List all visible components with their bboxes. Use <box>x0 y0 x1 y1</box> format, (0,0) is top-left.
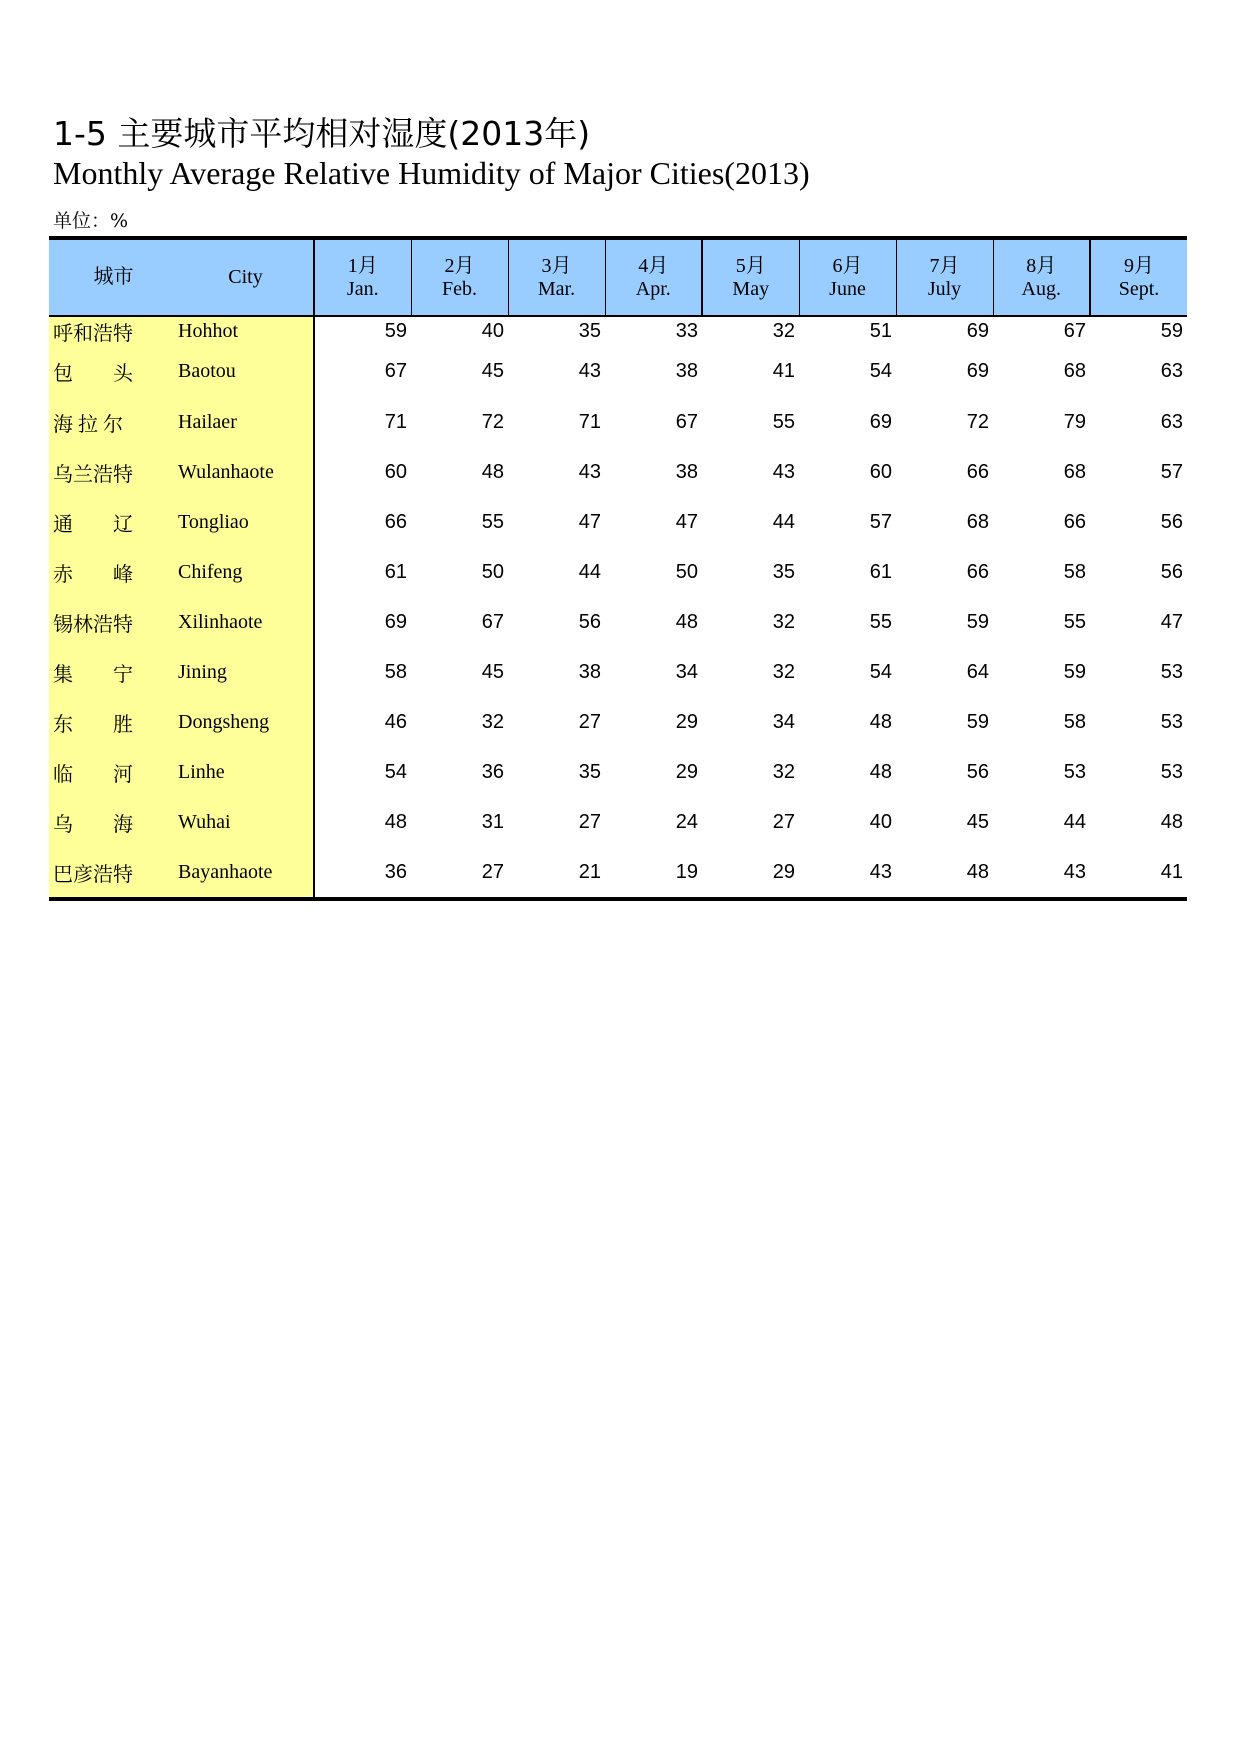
humidity-value: 45 <box>966 810 989 833</box>
humidity-value: 51 <box>869 320 892 342</box>
humidity-value: 45 <box>481 360 504 382</box>
table-row <box>49 497 1187 547</box>
humidity-value: 67 <box>384 360 407 382</box>
city-name-cn: 巴彦浩特 <box>49 847 178 899</box>
header-month-en: Apr. <box>635 277 671 300</box>
humidity-value: 57 <box>1160 460 1183 483</box>
humidity-value: 48 <box>675 610 698 633</box>
humidity-value: 48 <box>869 760 892 783</box>
humidity-value: 71 <box>384 410 407 433</box>
humidity-value: 53 <box>1160 710 1183 733</box>
humidity-value: 56 <box>1160 560 1183 583</box>
table-row <box>49 847 1187 899</box>
humidity-value: 61 <box>869 560 892 583</box>
humidity-value: 21 <box>508 847 605 899</box>
humidity-value: 72 <box>481 410 504 433</box>
humidity-value: 38 <box>675 460 698 483</box>
title-chinese: 1-5 主要城市平均相对湿度(2013年) <box>53 114 591 153</box>
humidity-value: 32 <box>772 610 795 633</box>
humidity-value: 29 <box>675 760 698 783</box>
city-name-cn: 通 辽 <box>49 497 178 547</box>
header-month <box>411 238 508 316</box>
city-name-cn: 临 河 <box>49 747 178 797</box>
humidity-value: 46 <box>384 710 407 733</box>
humidity-value: 32 <box>772 760 795 783</box>
city-name-cn: 海 拉 尔 <box>49 397 178 447</box>
humidity-value: 44 <box>772 510 795 533</box>
header-month-cn: 6月 <box>832 254 863 277</box>
humidity-value: 27 <box>411 847 508 899</box>
humidity-value: 48 <box>896 847 993 899</box>
humidity-value: 67 <box>1063 320 1086 342</box>
humidity-value: 44 <box>578 560 601 583</box>
humidity-value: 35 <box>578 760 601 783</box>
city-name-en: Bayanhaote <box>178 847 314 899</box>
humidity-value: 43 <box>578 460 601 483</box>
header-month <box>799 238 896 316</box>
humidity-value: 27 <box>772 810 795 833</box>
humidity-value: 47 <box>1160 610 1183 633</box>
city-name-cn: 包 头 <box>49 346 178 397</box>
header-month <box>993 238 1090 316</box>
header-month-en: Aug. <box>1021 277 1061 300</box>
humidity-value: 48 <box>869 710 892 733</box>
table-row <box>49 346 1187 397</box>
header-month-cn: 1月 <box>347 254 378 277</box>
humidity-value: 69 <box>869 410 892 433</box>
humidity-value: 43 <box>993 847 1090 899</box>
header-month-en: Sept. <box>1118 277 1160 300</box>
humidity-value: 44 <box>1063 810 1086 833</box>
humidity-value: 59 <box>1063 660 1086 683</box>
header-month-en: June <box>829 277 866 300</box>
humidity-value: 58 <box>384 660 407 683</box>
header-city-en: City <box>178 238 314 316</box>
table-row <box>49 397 1187 447</box>
humidity-value: 59 <box>966 610 989 633</box>
humidity-value: 48 <box>481 460 504 483</box>
humidity-value: 36 <box>314 847 411 899</box>
humidity-value: 61 <box>384 560 407 583</box>
humidity-value: 43 <box>772 460 795 483</box>
humidity-value: 29 <box>702 847 799 899</box>
humidity-value: 33 <box>675 320 698 342</box>
humidity-value: 50 <box>481 560 504 583</box>
header-month-cn: 4月 <box>638 254 669 277</box>
humidity-value: 54 <box>384 760 407 783</box>
table-row <box>49 797 1187 847</box>
header-row <box>49 238 1187 316</box>
humidity-value: 55 <box>481 510 504 533</box>
humidity-value: 56 <box>1160 510 1183 533</box>
humidity-value: 41 <box>772 360 795 382</box>
humidity-value: 36 <box>481 760 504 783</box>
header-month-cn: 3月 <box>541 254 572 277</box>
humidity-value: 71 <box>578 410 601 433</box>
humidity-value: 63 <box>1160 360 1183 382</box>
humidity-value: 66 <box>966 560 989 583</box>
humidity-value: 66 <box>384 510 407 533</box>
humidity-value: 68 <box>1063 360 1086 382</box>
humidity-value: 60 <box>869 460 892 483</box>
humidity-value: 66 <box>1063 510 1086 533</box>
table-body <box>49 316 1187 899</box>
humidity-value: 59 <box>966 710 989 733</box>
table-row <box>49 316 1187 346</box>
header-month-en: Jan. <box>346 277 379 300</box>
header-month <box>314 238 411 316</box>
humidity-value: 68 <box>1063 460 1086 483</box>
humidity-value: 32 <box>772 320 795 342</box>
city-name-cn: 呼和浩特 <box>49 316 178 346</box>
city-name-en: Hohhot <box>178 316 314 346</box>
city-name-en: Wulanhaote <box>178 447 314 497</box>
header-month-en: Feb. <box>442 277 477 300</box>
city-name-en: Jining <box>178 647 314 697</box>
humidity-value: 45 <box>481 660 504 683</box>
humidity-value: 40 <box>869 810 892 833</box>
header-month-en: Mar. <box>537 277 576 300</box>
humidity-value: 66 <box>966 460 989 483</box>
header-month <box>605 238 702 316</box>
humidity-value: 48 <box>1160 810 1183 833</box>
humidity-value: 38 <box>675 360 698 382</box>
humidity-value: 56 <box>966 760 989 783</box>
humidity-value: 55 <box>1063 610 1086 633</box>
humidity-value: 55 <box>869 610 892 633</box>
city-name-cn: 集 宁 <box>49 647 178 697</box>
humidity-value: 32 <box>772 660 795 683</box>
humidity-value: 50 <box>675 560 698 583</box>
humidity-value: 38 <box>578 660 601 683</box>
humidity-value: 41 <box>1090 847 1187 899</box>
humidity-value: 68 <box>966 510 989 533</box>
table-row <box>49 647 1187 697</box>
header-city-cn: 城市 <box>49 238 178 316</box>
humidity-value: 40 <box>481 320 504 342</box>
humidity-value: 27 <box>578 810 601 833</box>
humidity-value: 43 <box>799 847 896 899</box>
table-row <box>49 597 1187 647</box>
header-month <box>896 238 993 316</box>
table-row <box>49 747 1187 797</box>
header-month <box>1090 238 1187 316</box>
title-english: Monthly Average Relative Humidity of Major Cities(2013) <box>53 155 810 191</box>
humidity-value: 35 <box>578 320 601 342</box>
city-name-cn: 东 胜 <box>49 697 178 747</box>
humidity-value: 29 <box>675 710 698 733</box>
humidity-value: 67 <box>675 410 698 433</box>
humidity-value: 53 <box>1063 760 1086 783</box>
city-name-en: Linhe <box>178 747 314 797</box>
humidity-value: 63 <box>1160 410 1183 433</box>
humidity-value: 54 <box>869 660 892 683</box>
humidity-value: 31 <box>481 810 504 833</box>
header-month-cn: 9月 <box>1124 254 1154 277</box>
humidity-value: 79 <box>1063 410 1086 433</box>
humidity-value: 69 <box>966 320 989 342</box>
header-month-cn: 5月 <box>735 254 766 277</box>
humidity-value: 19 <box>605 847 702 899</box>
header-month <box>508 238 605 316</box>
city-name-en: Xilinhaote <box>178 597 314 647</box>
humidity-table <box>49 236 1187 901</box>
city-name-en: Baotou <box>178 346 314 397</box>
humidity-value: 34 <box>772 710 795 733</box>
humidity-value: 34 <box>675 660 698 683</box>
humidity-value: 55 <box>772 410 795 433</box>
humidity-value: 58 <box>1063 560 1086 583</box>
humidity-value: 58 <box>1063 710 1086 733</box>
humidity-value: 48 <box>384 810 407 833</box>
city-name-en: Tongliao <box>178 497 314 547</box>
city-name-cn: 乌兰浩特 <box>49 447 178 497</box>
humidity-value: 56 <box>578 610 601 633</box>
humidity-value: 64 <box>966 660 989 683</box>
humidity-value: 69 <box>966 360 989 382</box>
header-month-cn: 7月 <box>929 254 960 277</box>
city-name-cn: 锡林浩特 <box>49 597 178 647</box>
city-name-en: Hailaer <box>178 397 314 447</box>
humidity-value: 59 <box>384 320 407 342</box>
city-name-cn: 乌 海 <box>49 797 178 847</box>
header-month-cn: 2月 <box>444 254 475 277</box>
humidity-value: 47 <box>578 510 601 533</box>
humidity-value: 54 <box>869 360 892 382</box>
unit-label: 单位：% <box>53 210 129 232</box>
humidity-value: 24 <box>675 810 698 833</box>
humidity-value: 59 <box>1160 320 1183 342</box>
header-month <box>702 238 799 316</box>
table-row <box>49 697 1187 747</box>
humidity-value: 35 <box>772 560 795 583</box>
header-month-cn: 8月 <box>1026 254 1057 277</box>
humidity-value: 69 <box>384 610 407 633</box>
city-name-en: Chifeng <box>178 547 314 597</box>
city-name-cn: 赤 峰 <box>49 547 178 597</box>
humidity-value: 27 <box>578 710 601 733</box>
humidity-value: 53 <box>1160 760 1183 783</box>
city-name-en: Wuhai <box>178 797 314 847</box>
humidity-value: 60 <box>384 460 407 483</box>
header-month-en: July <box>927 277 962 300</box>
table-row <box>49 447 1187 497</box>
humidity-value: 43 <box>578 360 601 382</box>
humidity-value: 32 <box>481 710 504 733</box>
humidity-value: 53 <box>1160 660 1183 683</box>
humidity-value: 72 <box>966 410 989 433</box>
header-month-en: May <box>732 277 770 300</box>
table-row <box>49 547 1187 597</box>
humidity-value: 67 <box>481 610 504 633</box>
humidity-value: 47 <box>675 510 698 533</box>
city-name-en: Dongsheng <box>178 697 314 747</box>
humidity-value: 57 <box>869 510 892 533</box>
